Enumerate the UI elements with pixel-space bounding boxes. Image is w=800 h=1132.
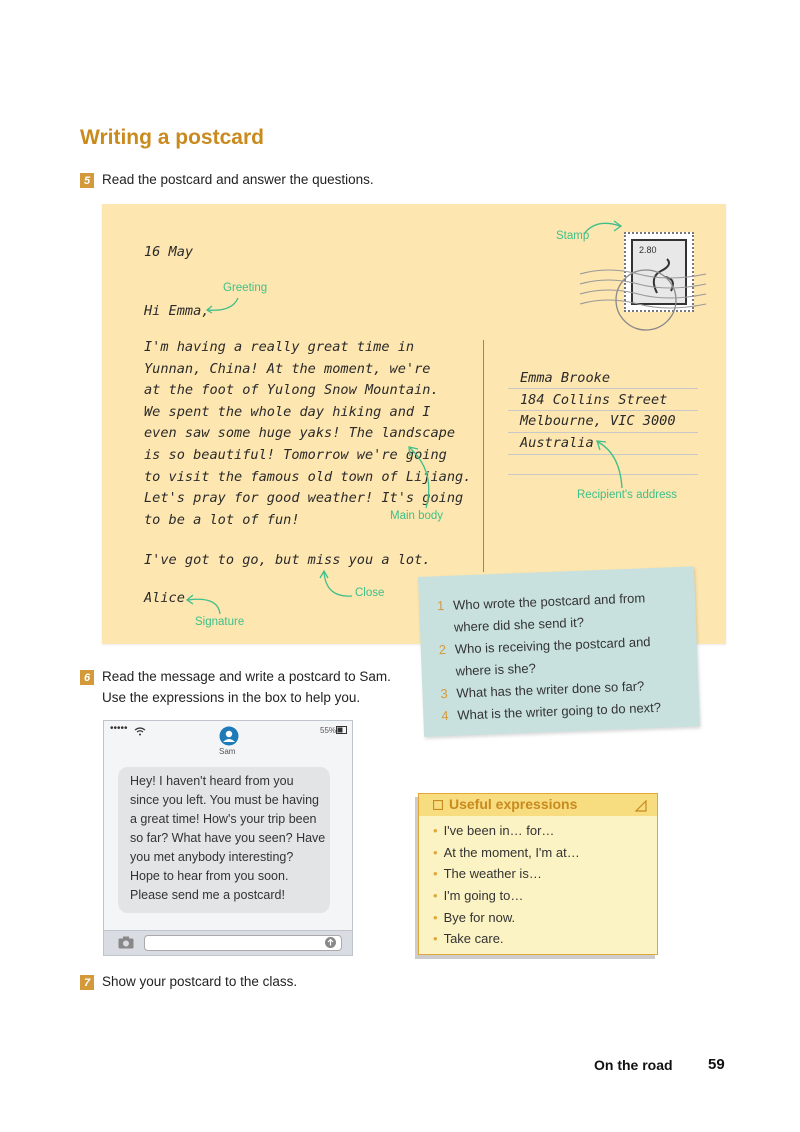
signature-annotation: Signature [195,616,245,628]
phone-status-bar [104,721,352,771]
postcard-greeting: Hi Emma, [144,303,210,319]
recipient-annotation: Recipient's address [577,489,677,501]
question-1-cont: where did she send it? [453,614,585,635]
exercise-7-instruction: Show your postcard to the class. [102,974,298,989]
exercise-6-number: 6 [80,670,94,685]
expression-item: • Bye for now. [433,910,516,925]
stamp-annotation: Stamp [556,230,590,242]
question-2-cont: where is she? [455,660,537,679]
checkbox-icon [433,800,443,810]
battery-icon [336,726,348,734]
exercise-6-instruction-line1: Read the message and write a postcard to Sam. [102,669,391,684]
expression-item: • I'm going to… [433,888,524,903]
question-3: 3 What has the writer done so far? [440,678,645,702]
message-text: Hey! I haven't heard from you since you left. You must be having a great time! How's your trip been so far? What have you seen? Have you met anybody interesting? Hope to hear from you soon. Please send me a postcard! [130,774,326,902]
avatar-icon [219,726,239,746]
close-arrow-icon [316,568,356,602]
postcard-date: 16 May [144,244,194,260]
stamp-value: 2.80 [639,245,657,255]
section-title: Writing a postcard [80,126,264,149]
main-body-arrow-icon [402,442,436,514]
page-number: 59 [708,1056,725,1073]
signature-arrow-icon [182,592,226,618]
phone-message-screen [103,720,353,956]
exercise-6-instruction-line2: Use the expressions in the box to help you. [102,690,361,705]
expression-item: • I've been in… for… [433,823,555,838]
questions-card [418,566,700,736]
main-body-annotation: Main body [390,510,444,522]
postcard-close: I've got to go, but miss you a lot. [144,552,431,568]
recipient-arrow-icon [592,436,632,492]
footer-unit-title: On the road [594,1057,673,1073]
question-2: 2 Who is receiving the postcard and [438,634,651,658]
postcard-divider [483,340,484,572]
corner-triangle-icon [635,800,647,812]
message-input[interactable] [144,935,342,951]
contact-name: Sam [219,747,236,756]
question-4: 4 What is the writer going to do next? [441,699,662,724]
recipient-address: Emma Brooke 184 Collins Street Melbourne, VIC 3000 Australia [520,370,676,451]
expression-item: • At the moment, I'm at… [433,845,580,860]
close-annotation: Close [355,587,385,599]
message-input-bar [104,930,352,955]
question-1: 1 Who wrote the postcard and from [436,590,646,614]
greeting-annotation: Greeting [223,282,268,294]
battery-level: 55% [320,726,337,735]
wifi-icon [134,727,146,736]
camera-icon[interactable] [118,936,134,949]
stamp-arrow-icon [580,216,624,238]
postcard-body: I'm having a really great time in Yunnan, China! At the moment, we're at the foot of Yulong Snow Mountain. We spent the whole day hiking and I even saw some huge yaks! The landscape is so beautiful! Tomorrow we're going to visit the famous old town of Lijiang. Let's pray for good weather! It's going to be a lot of fun! [144,339,472,528]
send-icon[interactable] [325,937,336,948]
useful-expressions-header [419,794,657,816]
exercise-5-number: 5 [80,173,94,188]
exercise-7-number: 7 [80,975,94,990]
expression-item: • The weather is… [433,866,542,881]
postcard-signature: Alice [144,590,185,606]
signal-indicator: ••••• [110,723,128,734]
useful-expressions-box [418,793,658,955]
expression-item: • Take care. [433,931,504,946]
useful-expressions-title: Useful expressions [449,796,578,812]
message-bubble [118,767,330,913]
postmark-icon [578,254,708,336]
exercise-5-instruction: Read the postcard and answer the questions. [102,172,374,187]
